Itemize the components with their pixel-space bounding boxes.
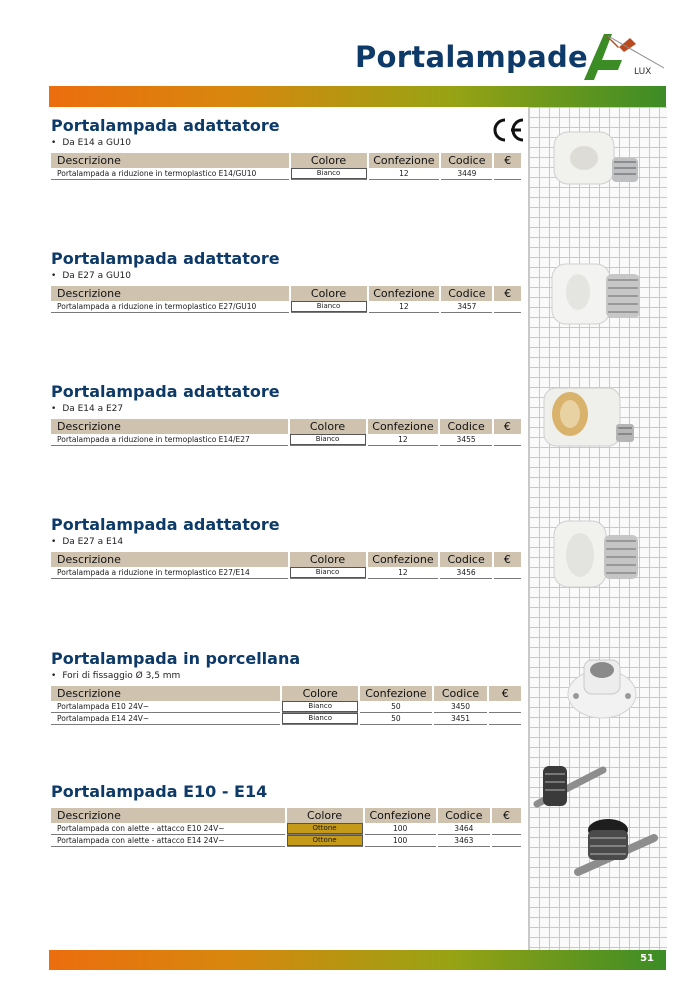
product-table [49,153,523,180]
product-image-e14-gu10 [548,124,648,204]
cell-price [492,823,521,835]
color-swatch: Ottone [287,835,363,846]
table-header-row [51,153,521,168]
product-section [51,382,523,446]
header-price: € [494,286,521,301]
table-header-row [51,419,521,434]
cell-colore [291,168,367,180]
cell-price [494,168,521,180]
table-row [51,434,521,446]
color-swatch: Bianco [291,301,367,312]
table-row [51,567,521,579]
header-confezione: Confezione [369,286,440,301]
cell-colore [290,434,366,446]
header-codice: Codice [441,153,492,168]
logo-text: LUX [634,67,652,77]
section-subtitle-text: Da E14 a GU10 [62,138,132,148]
product-table [49,552,523,579]
section-subtitle-text: Da E27 a E14 [62,537,124,547]
color-swatch: Bianco [282,701,358,712]
header-descrizione: Descrizione [51,552,288,567]
table-row [51,713,521,725]
section-title: Portalampada in porcellana [51,649,301,668]
section-subtitle [51,137,523,149]
header-bar [49,86,666,107]
table-header-row [51,552,521,567]
cell-codice: 3450 [434,701,488,713]
header-colore: Colore [291,286,367,301]
cell-codice: 3464 [438,823,490,835]
section-title: Portalampada E10 - E14 [51,782,268,801]
bullet-icon: • [51,271,57,281]
cell-price [494,434,521,446]
color-swatch: Bianco [290,567,366,578]
section-subtitle-text: Da E27 a GU10 [62,271,132,281]
bullet-icon: • [51,671,57,681]
header-descrizione: Descrizione [51,419,288,434]
table-row [51,835,521,847]
product-section [51,515,523,579]
table-row [51,168,521,180]
cell-codice: 3449 [441,168,492,180]
cell-descrizione: Portalampada a riduzione in termoplastico E27/GU10 [51,301,289,313]
cell-descrizione: Portalampada con alette - attacco E10 24V~ [51,823,285,835]
cell-colore [287,823,363,835]
product-section [51,116,523,180]
table-header-row [51,808,521,823]
cell-price [494,567,521,579]
header-descrizione: Descrizione [51,808,285,823]
product-table [49,808,523,847]
cell-descrizione: Portalampada a riduzione in termoplastico E14/GU10 [51,168,289,180]
product-image-e14-bracket [570,812,660,884]
product-table [49,419,523,446]
page-number: 51 [640,953,654,964]
color-swatch: Ottone [287,823,363,834]
cell-confezione: 50 [360,701,431,713]
header-colore: Colore [287,808,363,823]
section-subtitle-text: Da E14 a E27 [62,404,124,414]
section-subtitle [51,403,523,415]
table-header-row [51,686,521,701]
product-image-e27-gu10 [548,256,648,336]
cell-price [489,713,521,725]
color-swatch: Bianco [282,713,358,724]
cell-codice: 3456 [440,567,491,579]
cell-descrizione: Portalampada E10 24V~ [51,701,280,713]
header-confezione: Confezione [369,153,440,168]
header-colore: Colore [291,153,367,168]
header-codice: Codice [434,686,488,701]
header-price: € [494,552,521,567]
product-section [51,249,523,313]
section-title: Portalampada adattatore [51,116,280,135]
section-subtitle [51,670,523,682]
product-section [51,649,523,725]
table-row [51,823,521,835]
header-confezione: Confezione [368,552,439,567]
header-codice: Codice [441,286,492,301]
header-colore: Colore [290,419,366,434]
header-codice: Codice [440,419,491,434]
cell-codice: 3451 [434,713,488,725]
color-swatch: Bianco [290,434,366,445]
product-image-e10-bracket [533,760,613,820]
cell-price [489,701,521,713]
cell-confezione: 12 [369,301,440,313]
cell-colore [290,567,366,579]
brand-logo [578,30,670,82]
header-price: € [492,808,521,823]
product-image-e27-e14 [548,515,648,595]
section-subtitle [51,270,523,282]
header-price: € [494,419,521,434]
product-image-e14-e27 [540,384,640,464]
cell-descrizione: Portalampada con alette - attacco E14 24V~ [51,835,285,847]
cell-colore [282,713,358,725]
header-descrizione: Descrizione [51,153,289,168]
cell-colore [287,835,363,847]
header-codice: Codice [440,552,491,567]
header-confezione: Confezione [365,808,436,823]
product-table [49,286,523,313]
header-price: € [489,686,521,701]
cell-colore [291,301,367,313]
bullet-icon: • [51,404,57,414]
cell-codice: 3457 [441,301,492,313]
cell-colore [282,701,358,713]
table-row [51,301,521,313]
product-image-porcelain [562,648,642,728]
cell-descrizione: Portalampada a riduzione in termoplastico E27/E14 [51,567,288,579]
table-header-row [51,286,521,301]
header-codice: Codice [438,808,490,823]
cell-confezione: 50 [360,713,431,725]
cell-confezione: 12 [369,168,440,180]
header-colore: Colore [290,552,366,567]
cell-confezione: 100 [365,823,436,835]
bullet-icon: • [51,537,57,547]
header-descrizione: Descrizione [51,686,280,701]
header-confezione: Confezione [368,419,439,434]
header-colore: Colore [282,686,358,701]
footer-bar [49,950,666,970]
bullet-icon: • [51,138,57,148]
section-title: Portalampada adattatore [51,382,280,401]
cell-descrizione: Portalampada E14 24V~ [51,713,280,725]
cell-price [492,835,521,847]
table-row [51,701,521,713]
product-section [51,782,523,847]
header-confezione: Confezione [360,686,431,701]
section-subtitle-text: Fori di fissaggio Ø 3,5 mm [62,671,181,681]
page-title: Portalampade [355,40,588,74]
cell-confezione: 12 [368,567,439,579]
cell-codice: 3455 [440,434,491,446]
section-title: Portalampada adattatore [51,249,280,268]
cell-confezione: 12 [368,434,439,446]
section-subtitle [51,536,523,548]
cell-price [494,301,521,313]
header-descrizione: Descrizione [51,286,289,301]
cell-confezione: 100 [365,835,436,847]
cell-descrizione: Portalampada a riduzione in termoplastico E14/E27 [51,434,288,446]
product-table [49,686,523,725]
cell-codice: 3463 [438,835,490,847]
section-title: Portalampada adattatore [51,515,280,534]
color-swatch: Bianco [291,168,367,179]
header-price: € [494,153,521,168]
